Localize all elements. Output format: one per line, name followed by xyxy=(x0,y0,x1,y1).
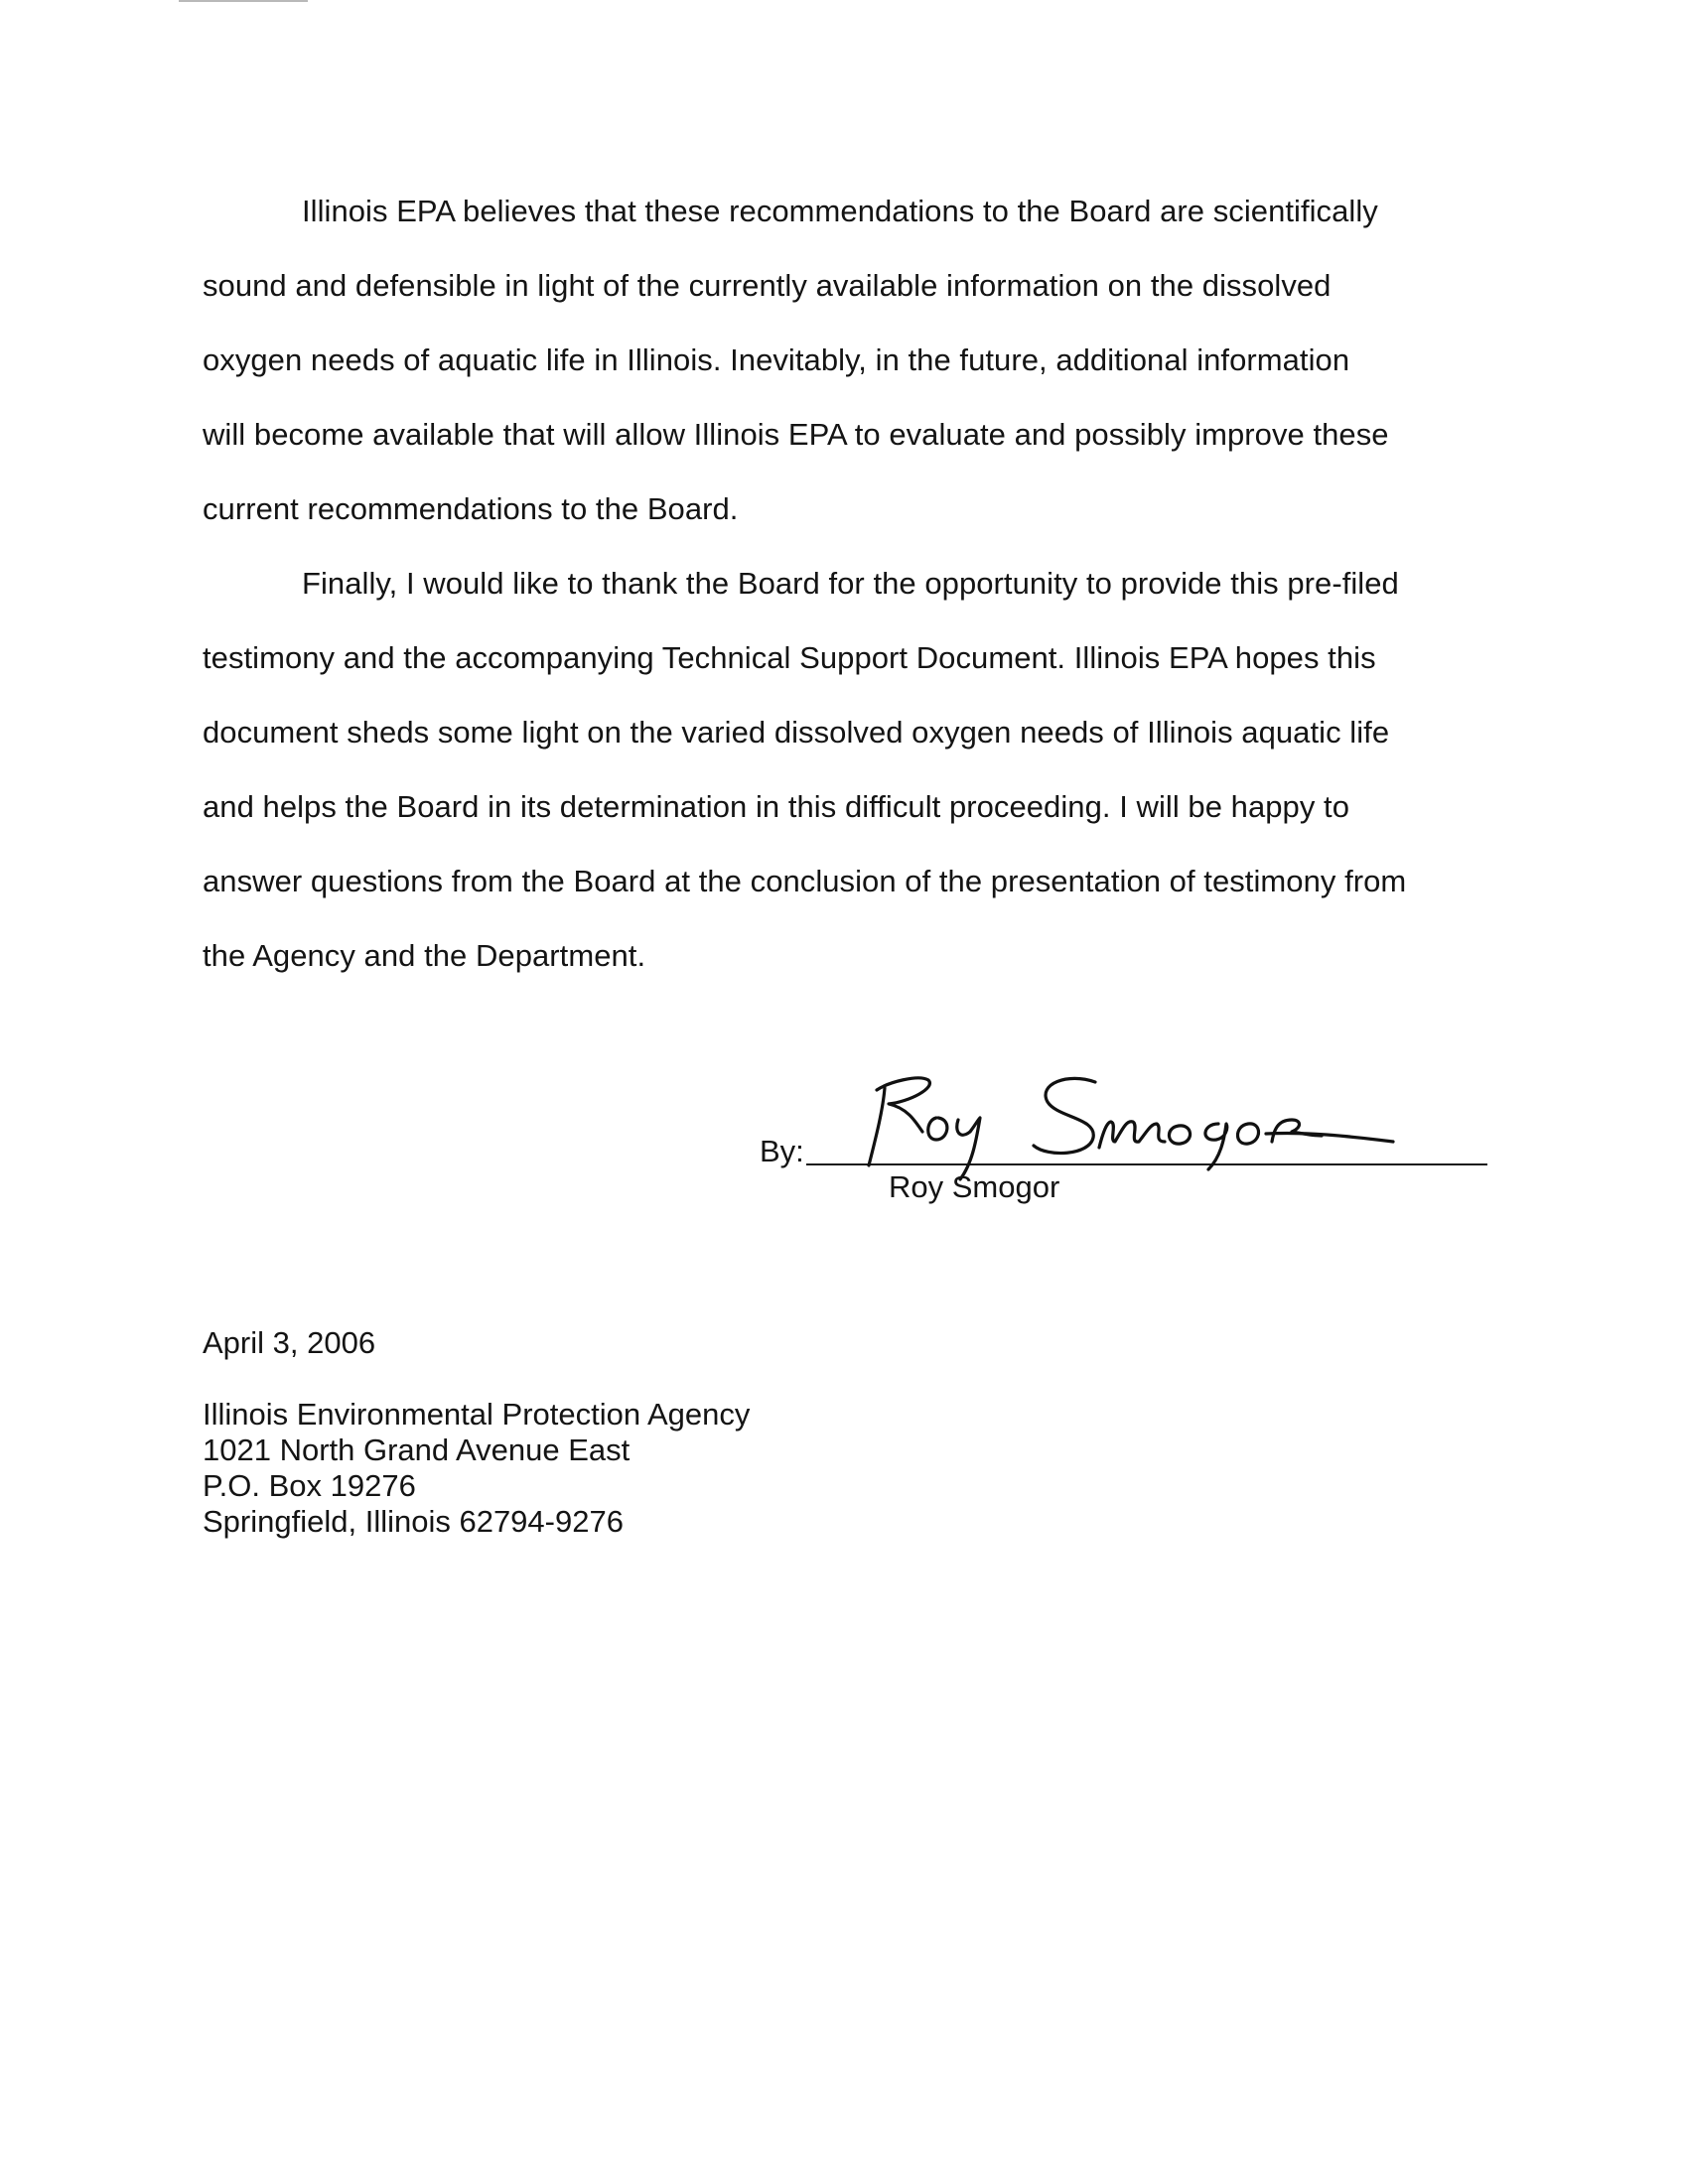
paragraph-2-line-1: Finally, I would like to thank the Board for the opportunity to provide this pre-filed xyxy=(302,566,1399,601)
paragraph-2-line-2: testimony and the accompanying Technical Support Document. Illinois EPA hopes this xyxy=(203,640,1376,675)
by-label: By: xyxy=(760,1134,804,1168)
paragraph-1-line-5: current recommendations to the Board. xyxy=(203,491,739,526)
paragraph-1-line-4: will become available that will allow Illinois EPA to evaluate and possibly improve these xyxy=(203,417,1389,452)
paragraph-2-line-4: and helps the Board in its determination in this difficult proceeding. I will be happy to xyxy=(203,789,1350,824)
paragraph-1-line-1: Illinois EPA believes that these recommendations to the Board are scientifically xyxy=(302,194,1378,228)
paragraph-1-line-3: oxygen needs of aquatic life in Illinois. Inevitably, in the future, additional information xyxy=(203,342,1350,377)
address-line-2: 1021 North Grand Avenue East xyxy=(203,1433,631,1467)
address-line-1: Illinois Environmental Protection Agency xyxy=(203,1397,751,1432)
paragraph-2-line-6: the Agency and the Department. xyxy=(203,938,646,973)
date: April 3, 2006 xyxy=(203,1325,376,1360)
signer-name: Roy Smogor xyxy=(889,1169,1060,1204)
address-line-4: Springfield, Illinois 62794-9276 xyxy=(203,1504,624,1539)
paragraph-2-line-5: answer questions from the Board at the conclusion of the presentation of testimony from xyxy=(203,864,1407,898)
scan-artifact-mark xyxy=(179,0,308,2)
paragraph-1-line-2: sound and defensible in light of the currently available information on the dissolved xyxy=(203,268,1332,303)
paragraph-2-line-3: document sheds some light on the varied dissolved oxygen needs of Illinois aquatic life xyxy=(203,715,1390,750)
address-line-3: P.O. Box 19276 xyxy=(203,1468,416,1503)
